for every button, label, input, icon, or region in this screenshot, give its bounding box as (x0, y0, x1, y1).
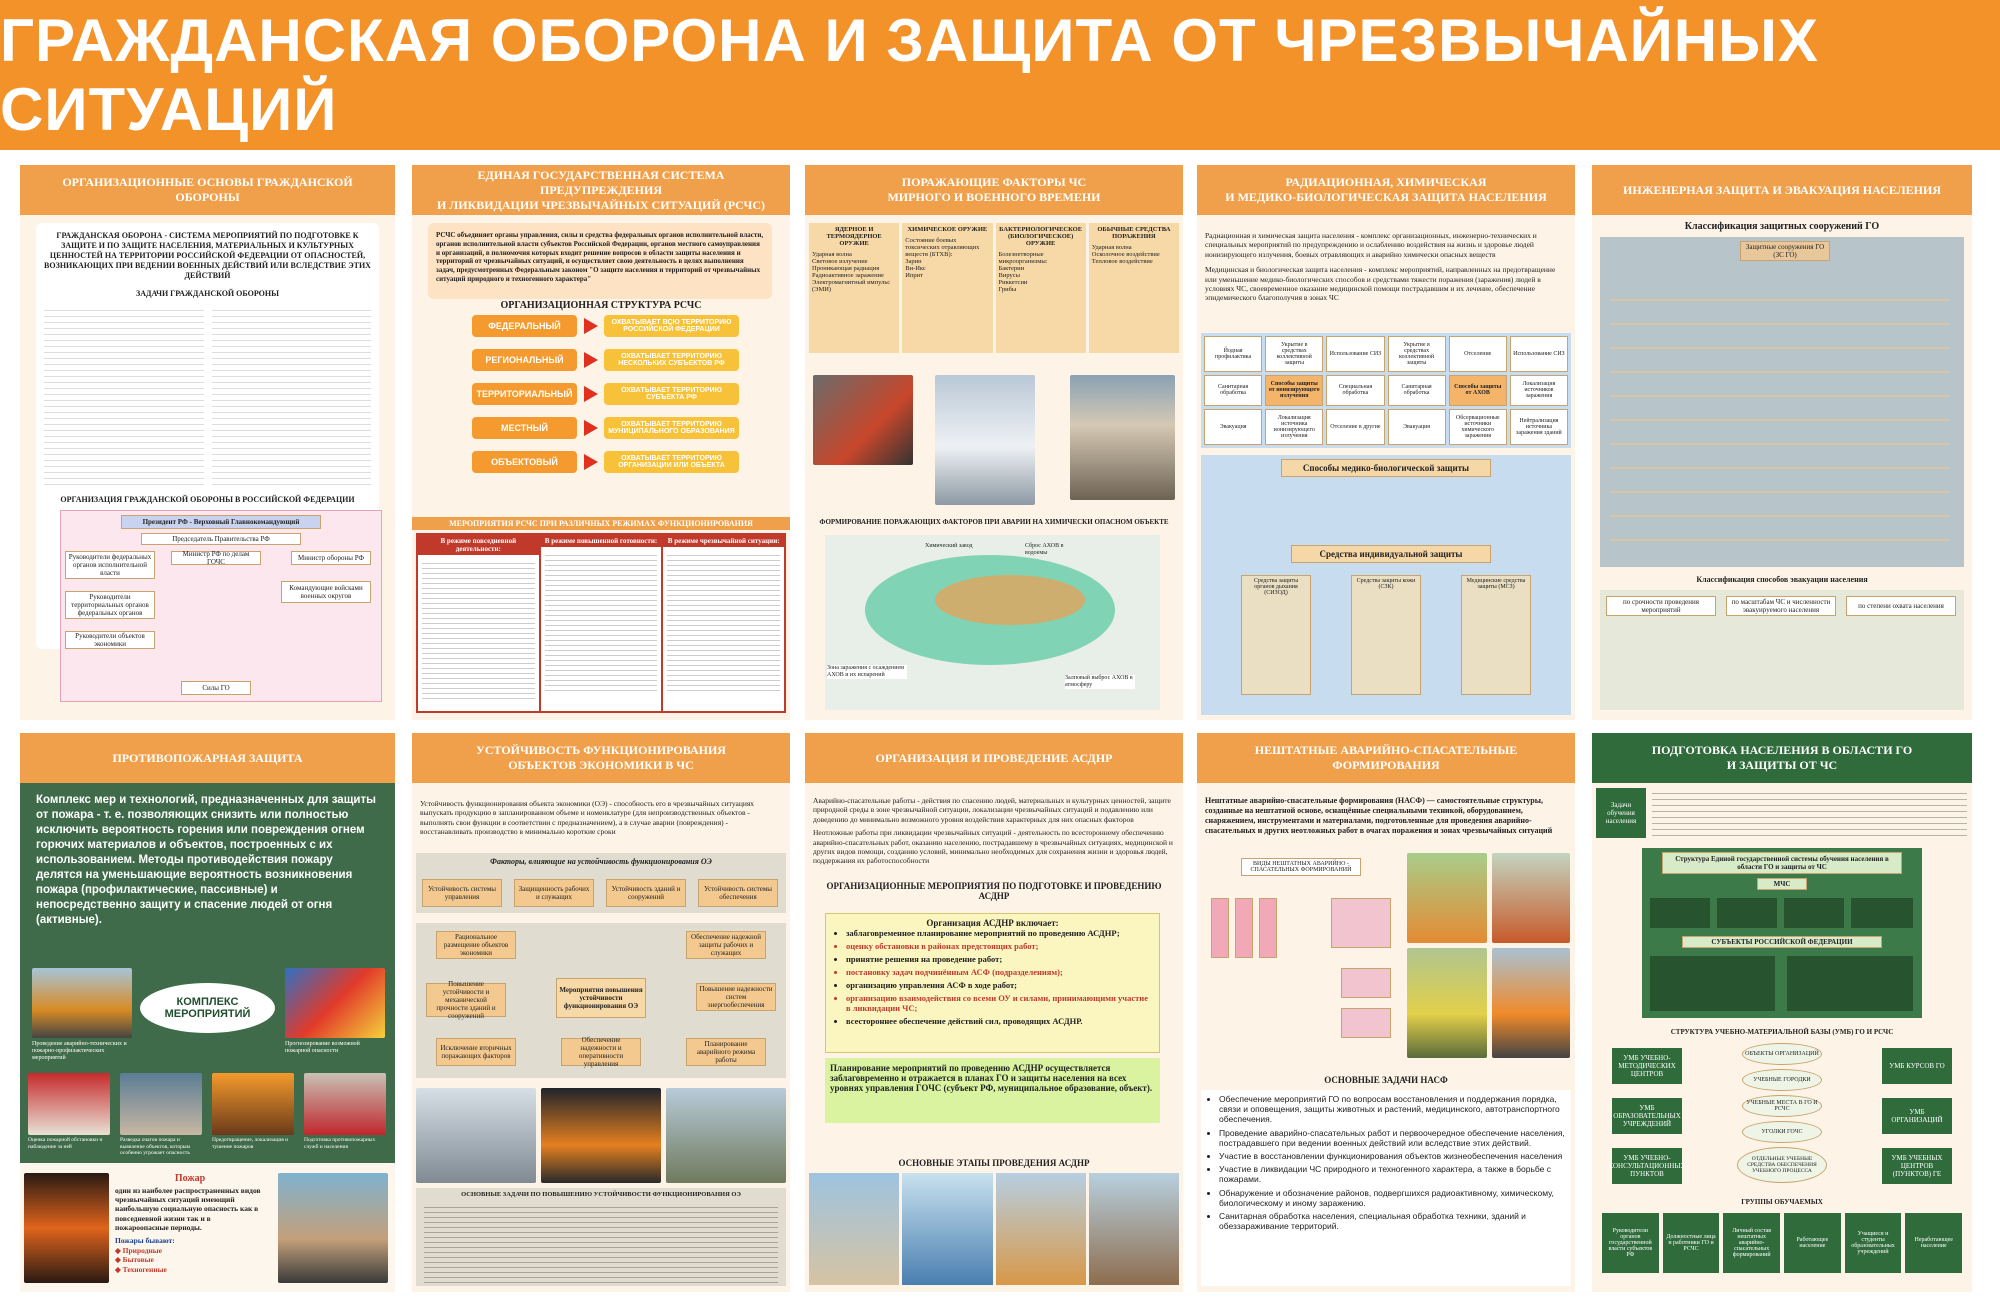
structure-title: Структура Единой государственной системы обучения населения в области ГО и защиты от ЧС (1662, 852, 1902, 874)
fire-intro (20, 783, 395, 1163)
factor-3: Устойчивость зданий и сооружений (606, 879, 686, 907)
grid-cell: Отселение в другие (1326, 409, 1384, 445)
stage-4 (1089, 1173, 1179, 1285)
umb-diagram (1608, 1043, 1952, 1188)
panel-title: РАДИАЦИОННАЯ, ХИМИЧЕСКАЯ И МЕДИКО-БИОЛОГИЧЕСКАЯ ЗАЩИТА НАСЕЛЕНИЯ (1197, 165, 1575, 215)
measure-5: Исключение вторичных поражающих факторов (436, 1038, 516, 1066)
stability-intro: Устойчивость функционирования объекта экономики (ОЭ) - способность его в чрезвычайных ситуациях выпускать продукцию в запланированном объеме и номенклатуре (для непроизводственных объектов - выполнять свои функции в соответствии с предназначением), а в случае аварии (повреждения) - восстанавливать производство в минимально короткие сроки (420, 799, 755, 837)
factory-photo-3 (666, 1088, 786, 1183)
scheme-label-2: Сброс АХОВ в водоемы (1025, 543, 1064, 557)
tasks-col-right (212, 305, 372, 485)
tasks-col-left (44, 305, 204, 485)
panel-asdnr (805, 733, 1183, 1292)
umb-right-2: УМБ ОРГАНИЗАЦИЙ (1882, 1098, 1952, 1134)
stage-1 (809, 1173, 899, 1285)
kind-col-1 (1211, 898, 1229, 958)
rschs-intro: РСЧС объединяет органы управления, силы и средства федеральных органов исполнительной власти, органов исполнительной власти субъектов Российской Федерации, органов местного самоуправления и организаций, в полномочия которых входит решение вопросов в области защиты населения и территорий от чрезвычайных ситуаций, и осуществляет свою деятельность в целях выполнения задач, предусмотренных Федеральным законом "О защите населения и территорий от чрезвычайных ситуаций природного и техногенного характера" (428, 223, 772, 299)
grid-cell: Способы защиты от ионизирующего излучения (1265, 375, 1323, 405)
grid-cell: Эвакуация (1204, 409, 1262, 445)
arrow-1 (584, 318, 598, 334)
group-6: Неработающее население (1905, 1213, 1962, 1273)
group-4: Работающее население (1784, 1213, 1841, 1273)
evac-block (1600, 590, 1964, 710)
measure-7: Планирование аварийного режима работы (686, 1038, 766, 1066)
definition-text: ГРАЖДАНСКАЯ ОБОРОНА - СИСТЕМА МЕРОПРИЯТИЙ ПО ПОДГОТОВКЕ К ЗАЩИТЕ И ПО ЗАЩИТЕ НАСЕЛЕНИЯ, МАТЕРИАЛЬНЫХ И КУЛЬТУРНЫХ ЦЕННОСТЕЙ НА ТЕРРИТОРИИ РОССИЙСКОЙ ФЕДЕРАЦИИ ОТ ОПАСНОСТЕЙ, ВОЗНИКАЮЩИХ ПРИ ВЕДЕНИИ ВОЕННЫХ ДЕЙСТВИЙ ИЛИ ВСЛЕДСТВИЕ ЭТИХ ДЕЙСТВИЙ (44, 231, 371, 280)
level-desc-1: ОХВАТЫВАЕТ ВСЮ ТЕРРИТОРИЮ РОССИЙСКОЙ ФЕДЕРАЦИИ (604, 315, 739, 337)
extinguisher-photo (28, 1073, 110, 1135)
arrow-4 (584, 420, 598, 436)
panel-civil-defense-basics (20, 165, 395, 720)
caption-3: Оценка пожарной обстановки и наблюдение за ней (28, 1137, 103, 1150)
level-object: ОБЪЕКТОВЫЙ (472, 451, 577, 473)
fire-truck-photo (304, 1073, 386, 1135)
factor-col-1: ЯДЕРНОЕ И ТЕРМОЯДЕРНОЕ ОРУЖИЕ Ударная волна Световое излучение Проникающая радиация Радиоактивное заражение Электромагнитный импульс (ЭМИ) (809, 223, 899, 353)
level-desc-5: ОХВАТЫВАЕТ ТЕРРИТОРИЮ ОРГАНИЗАЦИИ ИЛИ ОБЪЕКТА (604, 451, 739, 473)
measure-3: Повышение устойчивости и механической прочности зданий и сооружений (426, 983, 506, 1017)
fire-definition: Пожар один из наиболее распространенных видов чрезвычайных ситуаций имеющий наибольшую социальную опасность как в повседневной жизни так и в пожароопасные периоды. Пожары бывают: ◆ Природные ◆ Бытовые ◆ Техногенные (115, 1173, 261, 1274)
rad-chem-text: Радиационная и химическая защита населения - комплекс организационных, инженерно-технических и специальных мероприятий по предупреждению и ослаблению воздействия на жизнь и здоровье людей ионизирующего излучения, боевых отравляющих и аварийно химически опасных веществ Медицинская и биологическая защита населения - комплекс мероприятий, направленных на предотвращение или уменьшение медико-биологических способов и средствами тяжести поражения (заражения) людей в условиях ЧС, своевременное оказание медицинской помощи пострадавшим и их лечение, обеспечение эпидемического благополучия в зонах ЧС (1205, 231, 1556, 303)
group-3: Личный состав нештатных аварийно-спасательных формирований (1723, 1213, 1780, 1273)
arrow-2 (584, 352, 598, 368)
grid-cell: Обсервационные источники химического заражения (1449, 409, 1507, 445)
modes-title: МЕРОПРИЯТИЯ РСЧС ПРИ РАЗЛИЧНЫХ РЕЖИМАХ ФУНКЦИОНИРОВАНИЯ (412, 517, 790, 530)
measures-center: Мероприятия повышения устойчивости функционирования ОЭ (556, 978, 646, 1018)
scheme-title: ФОРМИРОВАНИЕ ПОРАЖАЮЩИХ ФАКТОРОВ ПРИ АВАРИИ НА ХИМИЧЕСКИ ОПАСНОМ ОБЪЕКТЕ (819, 518, 1169, 526)
factor-2: Защищенность рабочих и служащих (514, 879, 594, 907)
umb-left-2: УМБ ОБРАЗОВАТЕЛЬНЫХ УЧРЕЖДЕНИЙ (1612, 1098, 1682, 1134)
grid-cell: Специальная обработка (1326, 375, 1384, 405)
panel-nasf (1197, 733, 1575, 1292)
group-2: Должностные лица и работники ГО и РСЧС (1663, 1213, 1720, 1273)
org-item-5: Руководители территориальных органов федеральных органов (65, 591, 155, 619)
nasf-photo-1 (1407, 853, 1487, 943)
level-desc-4: ОХВАТЫВАЕТ ТЕРРИТОРИЮ МУНИЦИПАЛЬНОГО ОБРАЗОВАНИЯ (604, 417, 739, 439)
arrow-3 (584, 386, 598, 402)
shelter-tree-lines (1610, 277, 1950, 557)
umb-center-1: ОБЪЕКТЫ ОРГАНИЗАЦИЙ (1742, 1043, 1822, 1065)
mode-col-2: В режиме повышенной готовности: (541, 535, 662, 711)
kinds-title: ВИДЫ НЕШТАТНЫХ АВАРИЙНО - СПАСАТЕЛЬНЫХ ФОРМИРОВАНИЙ (1241, 858, 1361, 876)
grid-cell: Нейтрализация источника заражения зданий (1510, 409, 1568, 445)
caption-4: Разведка очагов пожара и выявление объектов, которым особенно угрожает опасность (120, 1137, 191, 1157)
medbio-title: Способы медико-биологической защиты (1281, 459, 1491, 477)
firefighter-photo (32, 968, 132, 1038)
org-chart-p1 (60, 510, 382, 702)
stage-3 (996, 1173, 1086, 1285)
umb-left-3: УМБ УЧЕБНО-КОНСУЛЬТАЦИОННЫХ ПУНКТОВ (1612, 1148, 1682, 1184)
fire-map-photo (285, 968, 385, 1038)
groups-title: ГРУППЫ ОБУЧАЕМЫХ (1741, 1198, 1823, 1206)
panel-title: ПОДГОТОВКА НАСЕЛЕНИЯ В ОБЛАСТИ ГО И ЗАЩИТЫ ОТ ЧС (1592, 733, 1972, 783)
grid-cell: Отселение (1449, 336, 1507, 372)
grid-cell: Использование СИЗ (1510, 336, 1568, 372)
struct-item-1 (1650, 898, 1710, 928)
org-item-8: Силы ГО (181, 681, 251, 695)
mchs-box: МЧС (1757, 878, 1807, 890)
stages-strip (809, 1173, 1179, 1285)
panel-stability (412, 733, 790, 1292)
level-regional: РЕГИОНАЛЬНЫЙ (472, 349, 577, 371)
scheme-label-4: Залповый выброс АХОВ в атмосферу (1065, 675, 1135, 689)
tasks-title: ЗАДАЧИ ГРАЖДАНСКОЙ ОБОРОНЫ (136, 289, 279, 298)
struct-item-3 (1784, 898, 1844, 928)
main-banner (0, 0, 2000, 150)
panel-rschs (412, 165, 790, 720)
umb-center-5: ОТДЕЛЬНЫЕ УЧЕБНЫЕ СРЕДСТВА ОБЕСПЕЧЕНИЯ УЧЕБНОГО ПРОЦЕССА (1737, 1147, 1827, 1183)
panel-title: УСТОЙЧИВОСТЬ ФУНКЦИОНИРОВАНИЯ ОБЪЕКТОВ ЭКОНОМИКИ В ЧС (412, 733, 790, 783)
grid-cell: Укрытие в средствах коллективной защиты (1265, 336, 1323, 372)
nasf-photo-3 (1407, 948, 1487, 1058)
kind-col-3 (1259, 898, 1277, 958)
kind-col-6 (1341, 1008, 1391, 1038)
asdnr-intro: Аварийно-спасательные работы - действия по спасению людей, материальных и культурных ценностей, защите природной среды в зоне чрезвычайной ситуации, локализации чрезвычайных ситуаций и подавлению или доведению до минимально возможного уровня воздействия характерных для них опасных факторов Неотложные работы при ликвидации чрезвычайных ситуаций - деятельность по всестороннему обеспечению аварийно-спасательных работ, оказанию населению, пострадавшему в чрезвычайных ситуациях, медицинской и других видов помощи, созданию условий, минимально необходимых для сохранения жизни и здоровья людей, поддержания их работоспособности (813, 796, 1173, 866)
shelter-classification (1600, 237, 1964, 567)
measures-block (416, 923, 786, 1078)
umb-right-1: УМБ КУРСОВ ГО (1882, 1048, 1952, 1084)
level-federal: ФЕДЕРАЛЬНЫЙ (472, 315, 577, 337)
grid-cell: Эвакуация (1388, 409, 1446, 445)
mode-col-3: В режиме чрезвычайной ситуации: (663, 535, 784, 711)
grid-cell: Санитарная обработка (1204, 375, 1262, 405)
factor-col-3: БАКТЕРИОЛОГИЧЕСКОЕ (БИОЛОГИЧЕСКОЕ) ОРУЖИЕ Болезнетворные микроорганизмы: Бактерии Вирусы Риккетсии Грибы (996, 223, 1086, 353)
building-collapse-photo (1070, 375, 1175, 500)
panel-damaging-factors (805, 165, 1183, 720)
caption-5: Предотвращение, локализация и тушение пожаров (212, 1137, 289, 1150)
org-measures-title: ОРГАНИЗАЦИОННЫЕ МЕРОПРИЯТИЯ ПО ПОДГОТОВКЕ И ПРОВЕДЕНИЮ АСДНР (826, 881, 1162, 901)
nasf-photo-2 (1492, 853, 1570, 943)
structure-block (1642, 848, 1922, 1018)
factors-table (809, 223, 1179, 353)
org-item-4: Руководители федеральных органов исполнительной власти (65, 551, 155, 579)
evac-item-1: по срочности проведения мероприятий (1606, 596, 1716, 616)
factors-block (416, 853, 786, 913)
subjects-box: СУБЪЕКТЫ РОССИЙСКОЙ ФЕДЕРАЦИИ (1682, 936, 1882, 948)
rescuer-photo (120, 1073, 202, 1135)
nasf-tasks: • Обеспечение мероприятий ГО по вопросам восстановления и поддержания порядка, связи и оповещения, защиты животных и растений, медицинского, автотранспортного обеспечения. • Проведение аварийно-спасательных работ и первоочередное обеспечение населения, пострадавшего при ведении военных действий или вследствие этих действий. • Участие в восстановлении функционирования объектов жизнеобеспечения населения • Участие в ликвидации ЧС природного и техногенного характера, а также в борьбе с пожарами. • Обнаружение и обозначение районов, подвергшихся радиоактивному, химическому, биологическому и иному заражению. • Санитарная обработка населения, специальная обработка техники, зданий и обеззараживание территорий. (1201, 1090, 1571, 1286)
org-item-2: Министр РФ по делам ГОЧС (171, 551, 261, 565)
org-title: ОРГАНИЗАЦИЯ ГРАЖДАНСКОЙ ОБОРОНЫ В РОССИЙСКОЙ ФЕДЕРАЦИИ (60, 495, 355, 504)
panel-title: ОРГАНИЗАЦИОННЫЕ ОСНОВЫ ГРАЖДАНСКОЙ ОБОРОНЫ (20, 165, 395, 215)
evac-class-title: Классификация способов эвакуации населения (1696, 575, 1868, 584)
kind-col-4 (1331, 898, 1391, 948)
firefighters-photo (278, 1173, 388, 1283)
group-5: Учащиеся и студенты образовательных учреждений (1845, 1213, 1902, 1273)
struct-item-6 (1787, 956, 1913, 1011)
factory-photo-2 (541, 1088, 661, 1183)
factor-col-2: ХИМИЧЕСКОЕ ОРУЖИЕ Состояние боевых токсических отравляющих веществ (БТХВ): Зарин Ви-Икс Иприт (902, 223, 992, 353)
org-item-3: Министр обороны РФ (291, 551, 371, 565)
caption-6: Подготовка противопожарных служб и населения (304, 1137, 376, 1150)
shelter-top: Защитные сооружения ГО (ЗС ГО) (1740, 241, 1830, 261)
factor-1: Устойчивость системы управления (422, 879, 502, 907)
org-item-6: Командующие войсками военных округов (281, 581, 371, 603)
tasks-columns (44, 305, 371, 485)
siz-title: Средства индивидуальной защиты (1291, 545, 1491, 563)
factor-4: Устойчивость системы обеспечения (698, 879, 778, 907)
struct-item-5 (1650, 956, 1775, 1011)
siz-item-2: Средства защиты кожи (СЗК) (1351, 575, 1421, 695)
scheme-label-3: Зона заражения с осаждением АХОВ и их испарений (827, 665, 907, 679)
factor-col-4: ОБЫЧНЫЕ СРЕДСТВА ПОРАЖЕНИЯ Ударная волна Осколочное воздействие Тепловое воздействие (1089, 223, 1179, 353)
umb-title: СТРУКТУРА УЧЕБНО-МАТЕРИАЛЬНОЙ БАЗЫ (УМБ) ГО И РСЧС (1670, 1028, 1894, 1036)
grid-cell: Локализация источника ионизирующего излучения (1265, 409, 1323, 445)
umb-center-4: УГОЛКИ ГОЧС (1742, 1121, 1822, 1143)
siz-item-3: Медицинские средства защиты (МСЗ) (1461, 575, 1531, 695)
umb-left-1: УМБ УЧЕБНО-МЕТОДИЧЕСКИХ ЦЕНТРОВ (1612, 1048, 1682, 1084)
measure-1: Рациональное размещение объектов экономики (436, 931, 516, 959)
umb-center-2: УЧЕБНЫЕ ГОРОДКИ (1742, 1069, 1822, 1091)
grid-cell: Локализация источников заражения (1510, 375, 1568, 405)
org-president: Президент РФ - Верховный Главнокомандующий (121, 515, 321, 529)
level-territorial: ТЕРРИТОРИАЛЬНЫЙ (472, 383, 577, 405)
struct-item-2 (1717, 898, 1777, 928)
fire-intro-text: Комплекс мер и технологий, предназначенных для защиты от пожара - т. е. позволяющих снизить или полностью исключить вероятность горения или повреждения огнем горючих материалов и объектов, построенных с их использованием. Методы противодействия пожару делятся на уменьшающие вероятность возникновения пожара (профилактические, пассивные) и непосредственно защиту и спасение людей от огня (активные). (36, 794, 376, 926)
umb-center-3: УЧЕБНЫЕ МЕСТА В ГО И РСЧС (1742, 1095, 1822, 1117)
umb-right-3: УМБ УЧЕБНЫХ ЦЕНТРОВ (ПУНКТОВ) ГЕ (1882, 1148, 1952, 1184)
fire-photo (212, 1073, 294, 1135)
protection-grid (1201, 333, 1571, 448)
kind-col-5 (1341, 968, 1391, 998)
chem-scheme (825, 535, 1160, 710)
panel-title: ПРОТИВОПОЖАРНАЯ ЗАЩИТА (20, 733, 395, 783)
evac-item-2: по масштабам ЧС и численности эвакуируемого населения (1726, 596, 1836, 616)
grid-cell: Способы защиты от АХОВ (1449, 375, 1507, 405)
rocket-photo (935, 375, 1035, 505)
tasks-block (416, 1188, 786, 1286)
groups-row (1602, 1213, 1962, 1273)
org-item-7: Руководители объектов экономики (65, 631, 155, 649)
arrow-5 (584, 454, 598, 470)
panel-title: ЕДИНАЯ ГОСУДАРСТВЕННАЯ СИСТЕМА ПРЕДУПРЕЖДЕНИЯ И ЛИКВИДАЦИИ ЧРЕЗВЫЧАЙНЫХ СИТУАЦИЙ (РСЧС) (412, 165, 790, 215)
caption-1: Проведение аварийно-технических и пожарно-профилактических мероприятий (32, 1041, 127, 1062)
complex-badge: КОМПЛЕКС МЕРОПРИЯТИЙ (140, 983, 275, 1033)
factors-title: Факторы, влияющие на устойчивость функционирования ОЭ (490, 857, 712, 866)
asdnr-includes: Организация АСДНР включает: • заблаговременное планирование мероприятий по проведению АСДНР; • оценку обстановки в районах предстоящих работ; • принятие решения на проведение работ; • постановку задач подчинённым АСФ (подразделениям); • организацию управления АСФ в ходе работ; • организацию взаимодействия со всеми ОУ и силами, принимающими участие в ликвидации ЧС; • всестороннее обеспечение действий сил, проводящих АСДНР. (825, 913, 1160, 1053)
panel-title: ОРГАНИЗАЦИЯ И ПРОВЕДЕНИЕ АСДНР (805, 733, 1183, 783)
level-desc-2: ОХВАТЫВАЕТ ТЕРРИТОРИЮ НЕСКОЛЬКИХ СУБЪЕКТОВ РФ (604, 349, 739, 371)
caption-2: Прогнозирование возможной пожарной опасности (285, 1041, 360, 1055)
panel-engineering-evacuation (1592, 165, 1972, 720)
panel-training (1592, 733, 1972, 1292)
scheme-label-1: Химический завод (925, 543, 973, 549)
grid-cell: Использование СИЗ (1326, 336, 1384, 372)
nasf-kinds (1201, 858, 1401, 1058)
level-desc-3: ОХВАТЫВАЕТ ТЕРРИТОРИЮ СУБЪЕКТА РФ (604, 383, 739, 405)
measure-4: Повышение надежности систем энергообеспечения (696, 983, 776, 1011)
structure-title: ОРГАНИЗАЦИОННАЯ СТРУКТУРА РСЧС (500, 300, 702, 311)
measure-2: Обеспечение надежной защиты рабочих и служащих (686, 931, 766, 959)
evac-item-3: по степени охвата населения (1846, 596, 1956, 616)
mode-col-1: В режиме повседневной деятельности: (418, 535, 539, 711)
asdnr-plan: Планирование мероприятий по проведению АСДНР осуществляется заблаговременно и отражается в планах ГО и защиты населения на всех уровнях управления ГОЧС (субъект РФ, муниципальное образование, объект). (825, 1058, 1160, 1123)
stage-2 (902, 1173, 992, 1285)
panel-fire-protection (20, 733, 395, 1292)
org-item-1: Председатель Правительства РФ (141, 533, 301, 545)
tasks-lines (424, 1203, 778, 1283)
nasf-tasks-title: ОСНОВНЫЕ ЗАДАЧИ НАСФ (1324, 1075, 1448, 1085)
panel-title: НЕШТАТНЫЕ АВАРИЙНО-СПАСАТЕЛЬНЫЕ ФОРМИРОВАНИЯ (1197, 733, 1575, 783)
class-title: Классификация защитных сооружений ГО (1684, 221, 1880, 232)
page-title: ГРАЖДАНСКАЯ ОБОРОНА И ЗАЩИТА ОТ ЧРЕЗВЫЧАЙНЫХ СИТУАЦИЙ (0, 7, 1819, 143)
grid-cell: Йодная профилактика (1204, 336, 1262, 372)
panel-radiation-chem-bio (1197, 165, 1575, 720)
stages-title: ОСНОВНЫЕ ЭТАПЫ ПРОВЕДЕНИЯ АСДНР (898, 1158, 1090, 1168)
modes-table (416, 533, 786, 713)
grid-cell: Укрытие в средствах коллективной защиты (1388, 336, 1446, 372)
nasf-intro: Нештатные аварийно-спасательные формирования (НАСФ) — самостоятельные структуры, созданные на нештатной основе, оснащённые специальными техникой, оборудованием, снаряжением, инструментами и материалами, подготовленные для проведения аварийно-спасательных и других неотложных работ в очагах поражения и зонах чрезвычайных ситуаций (1205, 796, 1553, 835)
tasks-block-title: ОСНОВНЫЕ ЗАДАЧИ ПО ПОВЫШЕНИЮ УСТОЙЧИВОСТИ ФУНКЦИОНИРОВАНИЯ ОЭ (461, 1191, 741, 1198)
rescue-photo (813, 375, 913, 465)
measure-6: Обеспечение надежности и оперативности управления (561, 1038, 641, 1066)
plume-zone (935, 575, 1085, 625)
panel-title: ПОРАЖАЮЩИЕ ФАКТОРЫ ЧС МИРНОГО И ВОЕННОГО ВРЕМЕНИ (805, 165, 1183, 215)
burning-house-photo (24, 1173, 109, 1283)
factory-photo-1 (416, 1088, 536, 1183)
structure-diagram (472, 315, 742, 485)
grid-cell: Санитарная обработка (1388, 375, 1446, 405)
nasf-photo-4 (1492, 948, 1570, 1058)
panel-title: ИНЖЕНЕРНАЯ ЗАЩИТА И ЭВАКУАЦИЯ НАСЕЛЕНИЯ (1592, 165, 1972, 215)
siz-item-1: Средства защиты органов дыхания (СИЗОД) (1241, 575, 1311, 695)
tasks-text (1652, 788, 1967, 838)
struct-item-4 (1851, 898, 1913, 928)
tasks-label: Задачи обучения населения (1596, 788, 1646, 838)
medbio-block (1201, 455, 1571, 715)
level-local: МЕСТНЫЙ (472, 417, 577, 439)
kind-col-2 (1235, 898, 1253, 958)
group-1: Руководители органов государственной власти субъектов РФ (1602, 1213, 1659, 1273)
